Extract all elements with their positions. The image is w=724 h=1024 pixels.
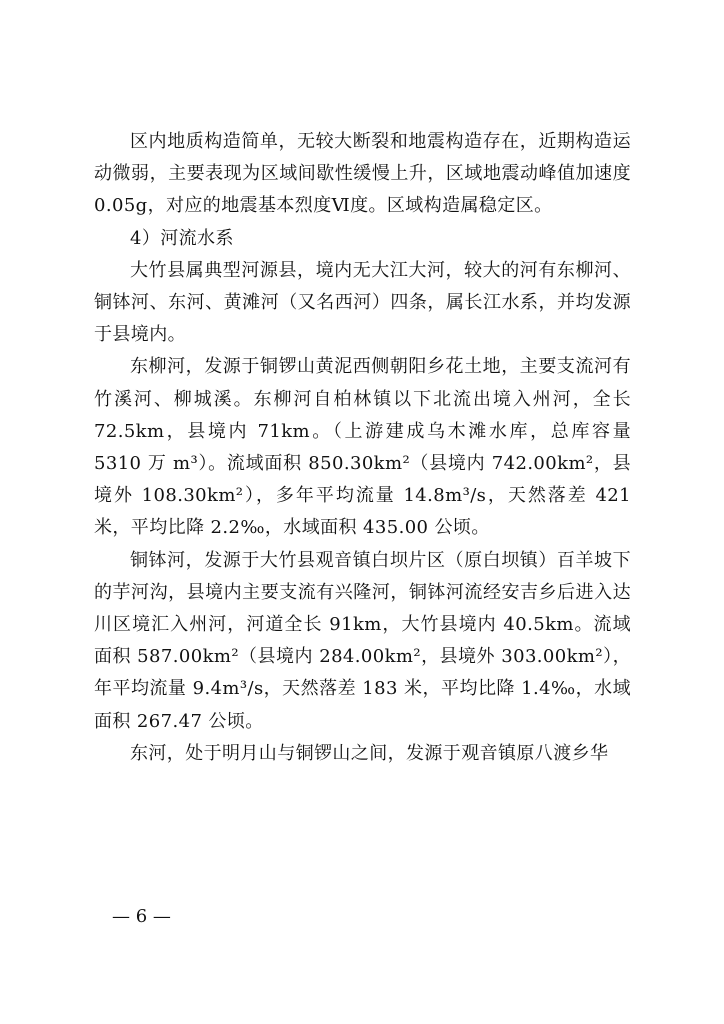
page-number: — 6 — [112,906,171,927]
paragraph-dong-river: 东河，处于明月山与铜锣山之间，发源于观音镇原八渡乡华 [130,742,609,764]
paragraph-geology: 区内地质构造简单，无较大断裂和地震构造存在，近期构造运动微弱，主要表现为区域间歇性缓慢上升，区域地震动峰值加速度 0.05g，对应的地震基本烈度Ⅵ度。区域构造属稳定区。 [94,131,631,217]
paragraph-river-overview: 大竹县属典型河源县，境内无大江大河，较大的河有东柳河、铜钵河、东河、黄滩河（又名西河）四条，属长江水系，并均发源于县境内。 [94,259,631,346]
document-body [94,126,631,770]
section-heading-rivers: 4）河流水系 [130,227,234,249]
paragraph-dongliu-river: 东柳河，发源于铜锣山黄泥西侧朝阳乡花土地，主要支流河有竹溪河、柳城溪。东柳河自柏林镇以下北流出境入州河，全长 72.5km，县境内 71km。（上游建成乌木滩水库，总库容量 5310 万 m³）。流域面积 850.30km²（县境内 742.00km²，县境外 108.30km²），多年平均流量 14.8m³/s，天然落差 421 米，平均比降 2.2‰，水域面积 435.00 公顷。 [94,356,631,539]
paragraph-tongbo-river: 铜钵河，发源于大竹县观音镇白坝片区（原白坝镇）百羊坡下的芋河沟，县境内主要支流有兴隆河，铜钵河流经安吉乡后进入达川区境汇入州河，河道全长 91km，大竹县境内 40.5km。流域面积 587.00km²（县境内 284.00km²，县境外 303.00km²），年平均流量 9.4m³/s，天然落差 183 米，平均比降 1.4‰，水域面积 267.47 公顷。 [94,549,631,732]
